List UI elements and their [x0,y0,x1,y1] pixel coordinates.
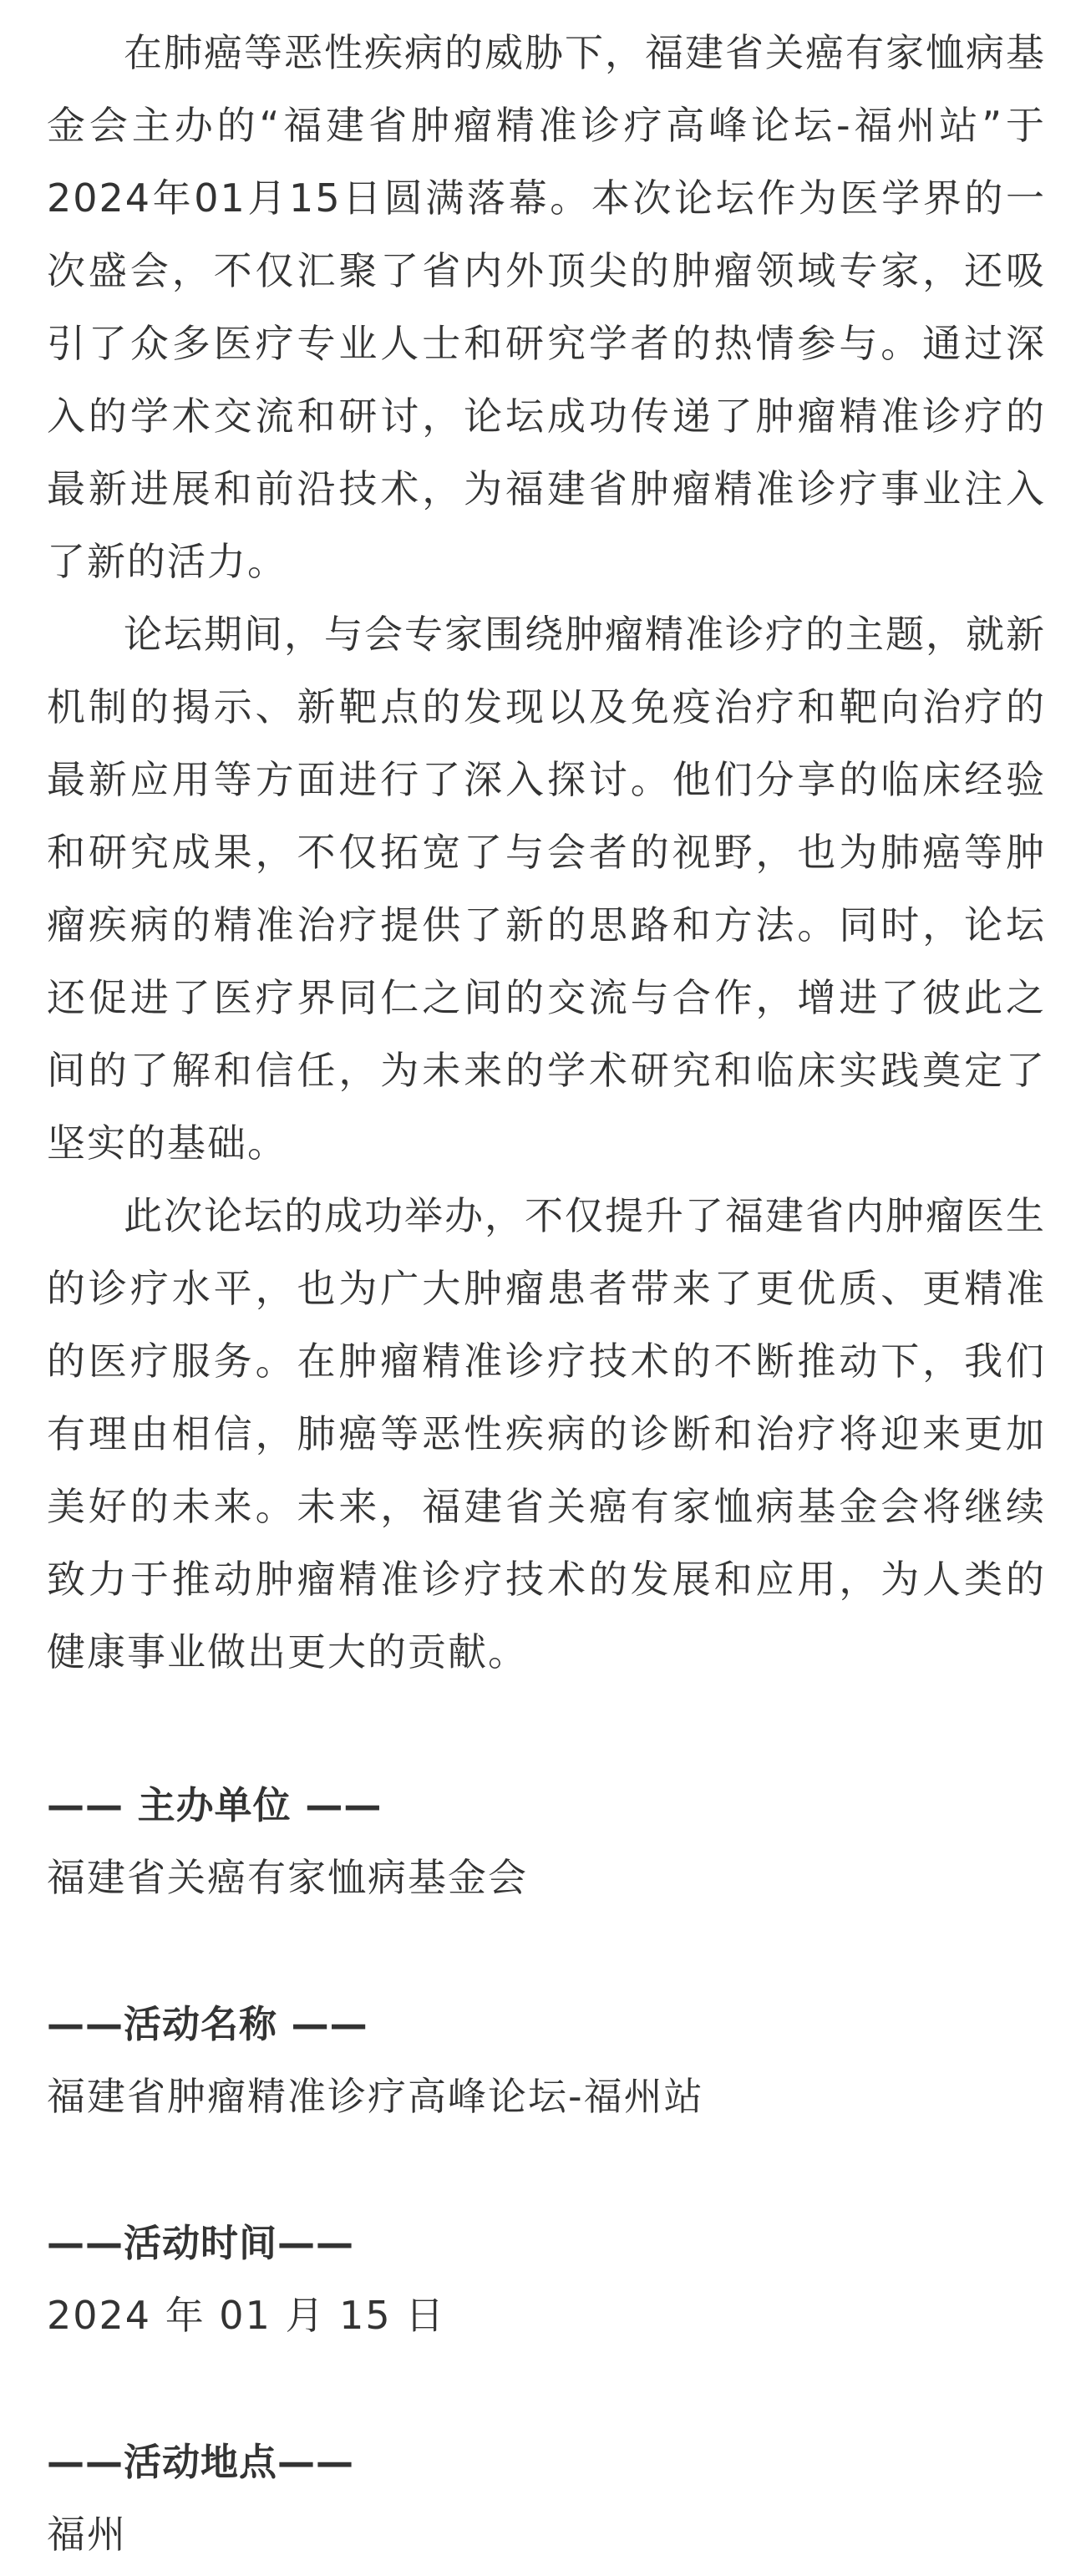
section-spacer [47,2352,1046,2426]
organizer-heading: —— 主办单位 —— [47,1783,383,1827]
organizer-section [47,1769,1046,1914]
event-time-section [47,2207,1046,2352]
article-paragraph-2: 论坛期间，与会专家围绕肿瘤精准诊疗的主题，就新机制的揭示、新靶点的发现以及免疫治疗和靶向治疗的最新应用等方面进行了深入探讨。他们分享的临床经验和研究成果，不仅拓宽了与会者的视野，也为肺癌等肿瘤疾病的精准治疗提供了新的思路和方法。同时，论坛还促进了医疗界同仁之间的交流与合作，增进了彼此之间的了解和信任，为未来的学术研究和临床实践奠定了坚实的基础。 [47,612,1046,1166]
article-paragraph-1: 在肺癌等恶性疾病的威胁下，福建省关癌有家恤病基金会主办的“福建省肿瘤精准诊疗高峰论坛-福州站”于2024年01月15日圆满落幕。本次论坛作为医学界的一次盛会，不仅汇聚了省内外顶尖的肿瘤领域专家，还吸引了众多医疗专业人士和研究学者的热情参与。通过深入的学术交流和研讨，论坛成功传递了肿瘤精准诊疗的最新进展和前沿技术，为福建省肿瘤精准诊疗事业注入了新的活力。 [47,30,1046,584]
event-location-section [47,2426,1046,2571]
event-location-value: 福州 [47,2512,127,2557]
event-name-section [47,1988,1046,2133]
event-location-heading: ——活动地点—— [47,2440,355,2484]
section-spacer [47,2133,1046,2207]
event-time-heading: ——活动时间—— [47,2221,355,2265]
event-name-value: 福建省肿瘤精准诊疗高峰论坛-福州站 [47,2074,704,2119]
event-time-value: 2024 年 01 月 15 日 [47,2293,446,2338]
section-spacer [47,1914,1046,1988]
organizer-value: 福建省关癌有家恤病基金会 [47,1855,528,1900]
article-paragraph-3: 此次论坛的成功举办，不仅提升了福建省内肿瘤医生的诊疗水平，也为广大肿瘤患者带来了更优质、更精准的医疗服务。在肿瘤精准诊疗技术的不断推动下，我们有理由相信，肺癌等恶性疾病的诊断和治疗将迎来更加美好的未来。未来，福建省关癌有家恤病基金会将继续致力于推动肿瘤精准诊疗技术的发展和应用，为人类的健康事业做出更大的贡献。 [47,1193,1046,1674]
event-name-heading: ——活动名称 —— [47,2002,368,2046]
